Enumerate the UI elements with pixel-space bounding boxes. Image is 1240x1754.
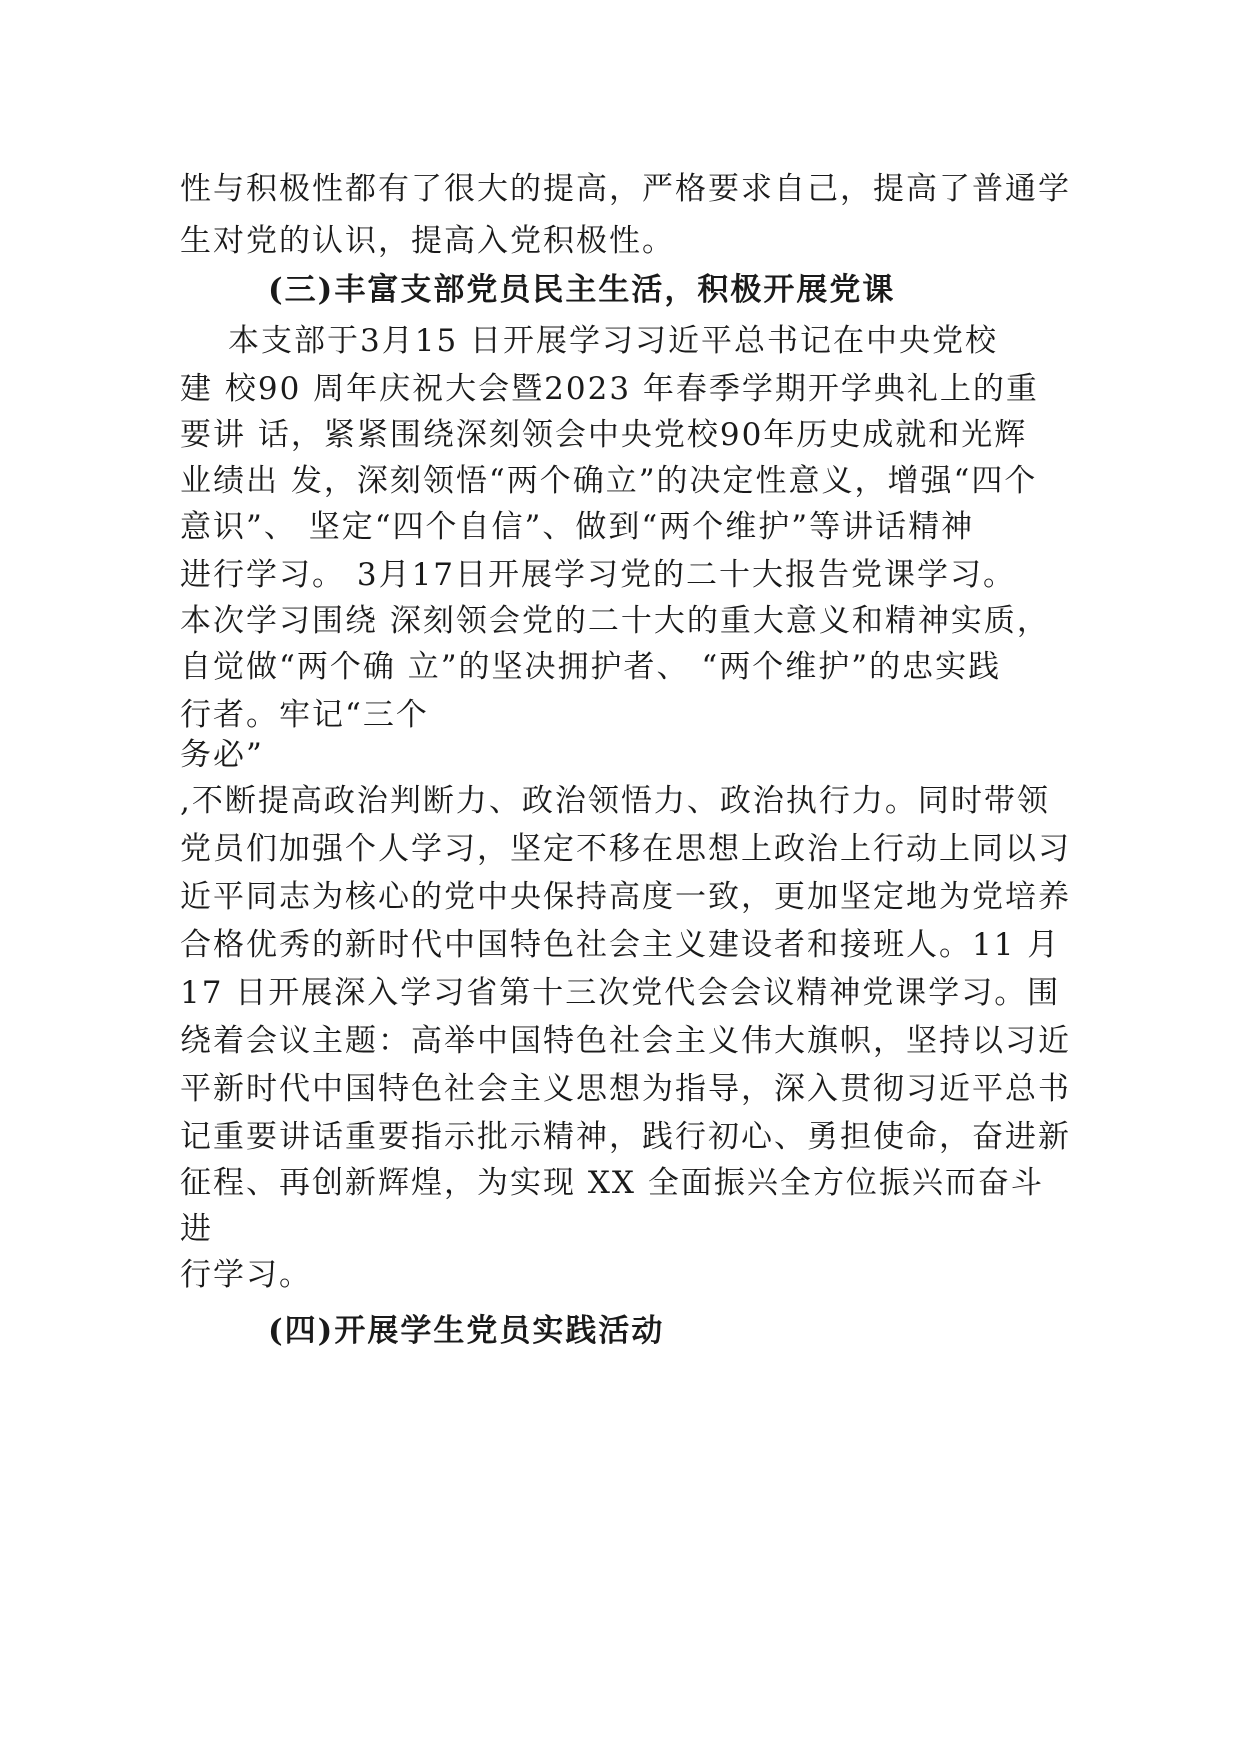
body-line: 进 bbox=[180, 1211, 213, 1247]
body-line: 本次学习围绕 深刻领会党的二十大的重大意义和精神实质， bbox=[180, 603, 1050, 639]
body-line: 业绩出 发，深刻领悟“两个确立”的决定性意义，增强“四个 bbox=[180, 463, 1038, 499]
paragraph-first-line: 本支部于3月15 日开展学习习近平总书记在中央党校 bbox=[228, 323, 999, 359]
body-line: 进行学习。 3月17日开展学习党的二十大报告党课学习。 bbox=[180, 557, 1017, 593]
body-line: 务必” bbox=[180, 737, 264, 773]
body-line: 17 日开展深入学习省第十三次党代会会议精神党课学习。围 bbox=[180, 975, 1061, 1011]
section-heading-3: (三)丰富支部党员民主生活，积极开展党课 bbox=[268, 272, 896, 308]
body-line: 自觉做“两个确 立”的坚决拥护者、 “两个维护”的忠实践 bbox=[180, 649, 1002, 685]
body-line: 记重要讲话重要指示批示精神，践行初心、勇担使命，奋进新 bbox=[180, 1119, 1071, 1155]
body-line: 性与积极性都有了很大的提高，严格要求自己，提高了普通学 bbox=[180, 171, 1071, 207]
body-line: 意识”、 坚定“四个自信”、做到“两个维护”等讲话精神 bbox=[180, 509, 975, 545]
body-line: 建 校90 周年庆祝大会暨2023 年春季学期开学典礼上的重 bbox=[180, 371, 1039, 407]
body-line: 平新时代中国特色社会主义思想为指导，深入贯彻习近平总书 bbox=[180, 1071, 1071, 1107]
body-line: 征程、再创新辉煌，为实现 XX 全面振兴全方位振兴而奋斗 bbox=[180, 1165, 1044, 1201]
body-line: 近平同志为核心的党中央保持高度一致，更加坚定地为党培养 bbox=[180, 879, 1071, 915]
body-line: 绕着会议主题：高举中国特色社会主义伟大旗帜，坚持以习近 bbox=[180, 1023, 1071, 1059]
body-line: 行者。牢记“三个 bbox=[180, 697, 429, 733]
body-line: 生对党的认识，提高入党积极性。 bbox=[180, 223, 675, 259]
body-line: 合格优秀的新时代中国特色社会主义建设者和接班人。11 月 bbox=[180, 927, 1061, 963]
body-line: 要讲 话，紧紧围绕深刻领会中央党校90年历史成就和光辉 bbox=[180, 417, 1028, 453]
body-line: ,不断提高政治判断力、政治领悟力、政治执行力。同时带领 bbox=[180, 783, 1050, 819]
body-line: 行学习。 bbox=[180, 1257, 312, 1293]
section-heading-4: (四)开展学生党员实践活动 bbox=[268, 1313, 665, 1349]
body-line: 党员们加强个人学习，坚定不移在思想上政治上行动上同以习 bbox=[180, 831, 1071, 867]
